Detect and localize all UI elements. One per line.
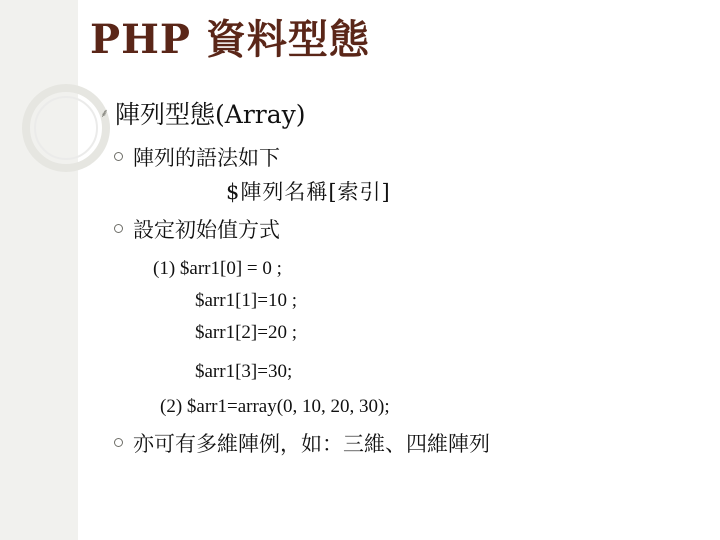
sub-bullet-init-text: 設定初始值方式 — [133, 218, 280, 242]
leaf-bullet-icon: ⸙ — [100, 106, 110, 121]
circle-bullet-icon — [114, 224, 123, 233]
code-line: $arr1[3]=30; — [195, 361, 293, 382]
sub-bullet-syntax-text: 陣列的語法如下 — [133, 146, 280, 170]
bullet-array-type-text: 陣列型態(Array) — [115, 100, 306, 129]
circle-bullet-icon — [114, 152, 123, 161]
sub-bullet-init — [114, 218, 280, 243]
sub-bullet-multidim — [114, 432, 490, 457]
code-line: (1) $arr1[0] = 0 ; — [153, 258, 282, 279]
code-line: $arr1[2]=20 ; — [195, 322, 297, 343]
left-decorative-band — [0, 0, 78, 540]
code-line: (2) $arr1=array(0, 10, 20, 30); — [160, 396, 390, 417]
code-line: $arr1[1]=10 ; — [195, 290, 297, 311]
sub-bullet-syntax — [114, 146, 280, 171]
sub-bullet-multidim-text: 亦可有多維陣例，如：三維、四維陣列 — [133, 432, 490, 456]
bullet-array-type — [100, 100, 306, 130]
syntax-example: $陣列名稱[索引] — [226, 180, 391, 204]
decorative-inner-ring — [34, 96, 98, 160]
circle-bullet-icon — [114, 438, 123, 447]
slide-title: PHP 資料型態 — [90, 16, 370, 63]
